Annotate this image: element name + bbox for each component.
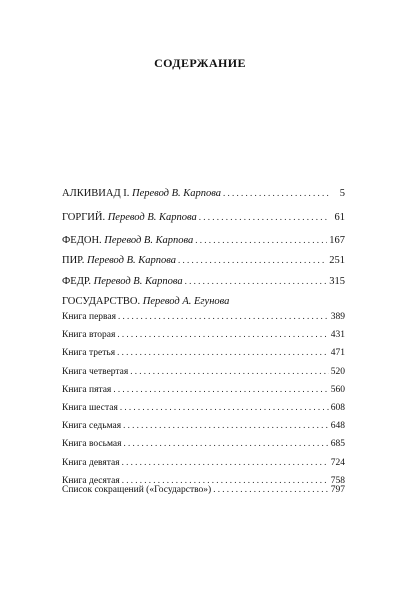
entry-translator: Перевод В. Карпова [104, 235, 194, 246]
leader-dots [123, 438, 328, 448]
book-page: 431 [330, 330, 345, 341]
book-page: 648 [330, 421, 345, 432]
book-page: 608 [330, 402, 345, 413]
leader-dots [178, 255, 327, 265]
leader-dots [130, 366, 328, 376]
leader-dots [123, 420, 329, 430]
entry-label: ФЕДОН. [62, 235, 102, 246]
leader-dots [113, 384, 328, 394]
entry-page: 797 [330, 485, 345, 495]
book-page: 758 [330, 475, 345, 486]
toc-entry-phaedrus [62, 276, 345, 290]
book-row [62, 457, 345, 471]
leader-dots [185, 276, 328, 286]
book-page: 389 [330, 312, 345, 322]
book-row [62, 311, 345, 325]
toc-entry-alcibiades [62, 188, 345, 202]
book-label: Книга вторая [62, 330, 116, 341]
book-row [62, 366, 345, 380]
republic-books [62, 311, 345, 489]
entry-page: 5 [339, 188, 345, 199]
entry-label: ГОРГИЙ. [62, 212, 106, 223]
book-row [62, 347, 345, 361]
book-row [62, 438, 345, 452]
toc-section-republic [62, 296, 345, 310]
book-row [62, 329, 345, 343]
leader-dots [213, 484, 329, 494]
book-label: Книга третья [62, 348, 116, 359]
toc-entry-symposium [62, 255, 345, 269]
leader-dots [117, 347, 329, 357]
book-page: 724 [330, 457, 345, 468]
toc-entry-gorgias [62, 212, 345, 226]
entry-page: 315 [329, 276, 345, 287]
section-label: ГОСУДАРСТВО. [62, 296, 141, 307]
entry-translator: Перевод В. Карпова [86, 255, 176, 266]
leader-dots [118, 311, 329, 321]
entry-translator: Перевод В. Карпова [132, 188, 221, 199]
leader-dots [117, 329, 328, 339]
book-label: Книга первая [62, 312, 116, 322]
book-row [62, 384, 345, 398]
book-page: 520 [330, 366, 345, 377]
leader-dots [120, 402, 329, 412]
entry-page: 167 [329, 235, 345, 246]
leader-dots [122, 457, 329, 467]
toc-entry-phaedo [62, 235, 345, 249]
entry-label: Список сокращений («Государство») [62, 485, 212, 495]
entry-label: АЛКИВИАД I. [62, 188, 130, 199]
toc-entry-abbreviations [62, 484, 345, 498]
entry-label: ФЕДР. [62, 276, 92, 287]
section-translator: Перевод А. Егунова [142, 296, 230, 307]
leader-dots [223, 188, 329, 198]
entry-page: 61 [334, 212, 345, 223]
book-row [62, 420, 345, 434]
page-title: СОДЕРЖАНИЕ [154, 56, 246, 70]
book-label: Книга шестая [62, 402, 118, 413]
entry-translator: Перевод В. Карпова [93, 276, 183, 287]
entry-page: 251 [329, 255, 345, 266]
book-label: Книга восьмая [62, 439, 122, 450]
book-page: 560 [330, 384, 345, 395]
book-label: Книга седьмая [62, 421, 122, 432]
book-label: Книга пятая [62, 384, 112, 395]
book-label: Книга десятая [62, 475, 120, 486]
book-row [62, 402, 345, 416]
book-label: Книга девятая [62, 457, 120, 468]
leader-dots [199, 212, 329, 222]
book-label: Книга четвертая [62, 366, 129, 377]
book-page: 471 [330, 348, 345, 359]
entry-label: ПИР. [62, 255, 85, 266]
leader-dots [195, 235, 327, 245]
book-page: 685 [330, 439, 345, 450]
entry-translator: Перевод В. Карпова [107, 212, 197, 223]
